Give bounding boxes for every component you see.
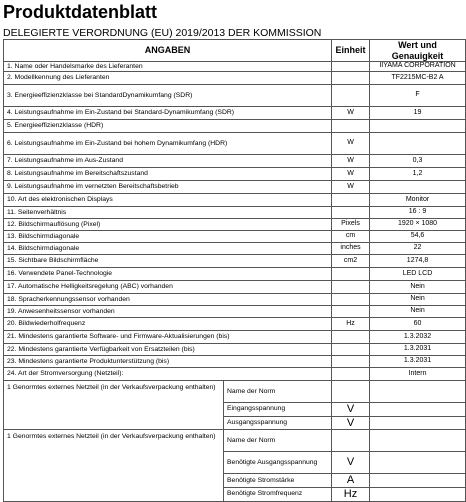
table-row	[4, 207, 466, 219]
ext-psu-value	[370, 452, 466, 474]
row-value: 0,3	[370, 155, 466, 168]
ext-psu-unit: V	[332, 403, 370, 417]
ext-psu-field: Benötigte Ausgangsspannung	[224, 452, 332, 474]
table-row	[4, 133, 466, 155]
table-row	[4, 356, 466, 368]
table-row	[4, 294, 466, 306]
row-label: 6. Leistungsaufnahme im Ein-Zustand bei hohem Dynamikumfang (HDR)	[4, 133, 332, 155]
row-unit	[332, 368, 370, 381]
row-label: 9. Leistungsaufnahme im vernetzten Bereitschaftsbetrieb	[4, 181, 332, 194]
ext-psu-field: Eingangsspannung	[224, 403, 332, 417]
row-unit	[332, 331, 370, 344]
ext-psu-label: 1 Genormtes externes Netzteil (in der Verkaufsverpackung enthalten)	[4, 381, 224, 430]
ext-psu-row	[4, 381, 466, 403]
table-row	[4, 181, 466, 194]
ext-psu-field: Benötigte Stromfrequenz	[224, 487, 332, 501]
row-unit: W	[332, 133, 370, 155]
table-row	[4, 85, 466, 107]
row-label: 4. Leistungsaufnahme im Ein-Zustand bei Standard-Dynamikumfang (SDR)	[4, 107, 332, 120]
row-value: Intern	[370, 368, 466, 381]
row-unit	[332, 85, 370, 107]
row-label: 19. Anwesenheitssensor vorhanden	[4, 306, 332, 318]
row-label: 7. Leistungsaufnahme im Aus-Zustand	[4, 155, 332, 168]
table-row	[4, 281, 466, 294]
row-label: 14. Bildschirmdiagonale	[4, 243, 332, 255]
ext-psu-field: Benötigte Stromstärke	[224, 474, 332, 488]
row-unit: Pixels	[332, 219, 370, 231]
page-title: Produktdatenblatt	[3, 2, 158, 22]
row-value: 16 : 9	[370, 207, 466, 219]
row-unit: W	[332, 155, 370, 168]
row-unit: W	[332, 168, 370, 181]
row-unit	[332, 268, 370, 281]
row-label: 2. Modellkennung des Lieferanten	[4, 72, 332, 85]
row-value: 1.3.2032	[370, 331, 466, 344]
row-unit	[332, 281, 370, 294]
row-label: 17. Automatische Helligkeitsregelung (ABC) vorhanden	[4, 281, 332, 294]
row-value: Nein	[370, 294, 466, 306]
row-label: 20. Bildwiederholfrequenz	[4, 318, 332, 331]
table-row	[4, 243, 466, 255]
row-value: 19	[370, 107, 466, 120]
ext-psu-value	[370, 381, 466, 403]
ext-psu-unit	[332, 381, 370, 403]
ext-psu-unit: Hz	[332, 487, 370, 501]
row-value	[370, 120, 466, 133]
row-value: 54,6	[370, 231, 466, 243]
ext-psu-value	[370, 474, 466, 488]
header-wert: Wert und Genauigkeit	[370, 40, 466, 62]
row-unit	[332, 306, 370, 318]
table-row	[4, 120, 466, 133]
row-value: Nein	[370, 306, 466, 318]
row-label: 16. Verwendete Panel-Technologie	[4, 268, 332, 281]
header-einheit: Einheit	[332, 40, 370, 62]
row-unit: W	[332, 181, 370, 194]
row-value: 22	[370, 243, 466, 255]
row-value: 1.3.2031	[370, 344, 466, 356]
ext-psu-unit: A	[332, 474, 370, 488]
table-row	[4, 318, 466, 331]
ext-psu-field: Name der Norm	[224, 381, 332, 403]
row-label: 22. Mindestens garantierte Verfügbarkeit von Ersatzteilen (bis)	[4, 344, 332, 356]
row-value	[370, 181, 466, 194]
row-unit: cm2	[332, 255, 370, 268]
ext-psu-unit: V	[332, 416, 370, 430]
row-unit: Hz	[332, 318, 370, 331]
row-unit	[332, 207, 370, 219]
table-row	[4, 168, 466, 181]
row-label: 12. Bildschirmauflösung (Pixel)	[4, 219, 332, 231]
row-value: Monitor	[370, 194, 466, 207]
table-row	[4, 255, 466, 268]
row-label: 3. Energieeffizienzklasse bei StandardDynamikumfang (SDR)	[4, 85, 332, 107]
ext-psu-value	[370, 403, 466, 417]
ext-psu-value	[370, 487, 466, 501]
table-row	[4, 231, 466, 243]
row-label: 5. Energieeffizienzklasse (HDR)	[4, 120, 332, 133]
row-label: 1. Name oder Handelsmarke des Lieferanten	[4, 62, 332, 72]
row-value: 60	[370, 318, 466, 331]
row-label: 18. Spracherkennungssensor vorhanden	[4, 294, 332, 306]
table-row	[4, 155, 466, 168]
table-row	[4, 331, 466, 344]
row-value	[370, 133, 466, 155]
table-row	[4, 194, 466, 207]
row-unit	[332, 62, 370, 72]
row-label: 21. Mindestens garantierte Software- und Firmware-Aktualisierungen (bis)	[4, 331, 332, 344]
row-value: F	[370, 85, 466, 107]
row-value: Nein	[370, 281, 466, 294]
row-value: IIYAMA CORPORATION	[370, 62, 466, 72]
row-value: 1.3.2031	[370, 356, 466, 368]
ext-psu-row	[4, 430, 466, 452]
ext-psu-value	[370, 416, 466, 430]
row-value: 1,2	[370, 168, 466, 181]
ext-psu-value	[370, 430, 466, 452]
ext-psu-field: Ausgangsspannung	[224, 416, 332, 430]
row-label: 24. Art der Stromversorgung (Netzteil):	[4, 368, 332, 381]
row-unit	[332, 194, 370, 207]
table-row	[4, 306, 466, 318]
row-label: 23. Mindestens garantierte Produktunterstützung (bis)	[4, 356, 332, 368]
row-value: LED LCD	[370, 268, 466, 281]
regulation-subtitle: DELEGIERTE VERORDNUNG (EU) 2019/2013 DER KOMMISSION	[3, 27, 322, 39]
ext-psu-field: Name der Norm	[224, 430, 332, 452]
row-label: 8. Leistungsaufnahme im Bereitschaftszustand	[4, 168, 332, 181]
row-label: 13. Bildschirmdiagonale	[4, 231, 332, 243]
row-value: TF2215MC-B2 A	[370, 72, 466, 85]
row-unit	[332, 72, 370, 85]
table-row	[4, 368, 466, 381]
row-value: 1920 × 1080	[370, 219, 466, 231]
table-header-row	[4, 40, 466, 62]
row-value: 1274,8	[370, 255, 466, 268]
product-data-table	[3, 39, 466, 502]
row-unit	[332, 356, 370, 368]
row-label: 15. Sichtbare Bildschirmfläche	[4, 255, 332, 268]
ext-psu-label: 1 Genormtes externes Netzteil (in der Verkaufsverpackung enthalten)	[4, 430, 224, 501]
table-row	[4, 107, 466, 120]
row-unit: cm	[332, 231, 370, 243]
table-row	[4, 62, 466, 72]
table-row	[4, 72, 466, 85]
table-row	[4, 219, 466, 231]
row-unit: inches	[332, 243, 370, 255]
table-row	[4, 344, 466, 356]
row-unit	[332, 344, 370, 356]
header-angaben: ANGABEN	[4, 40, 332, 62]
ext-psu-unit	[332, 430, 370, 452]
table-row	[4, 268, 466, 281]
row-label: 10. Art des elektronischen Displays	[4, 194, 332, 207]
row-unit	[332, 294, 370, 306]
row-unit: W	[332, 107, 370, 120]
ext-psu-unit: V	[332, 452, 370, 474]
row-unit	[332, 120, 370, 133]
row-label: 11. Seitenverhältnis	[4, 207, 332, 219]
